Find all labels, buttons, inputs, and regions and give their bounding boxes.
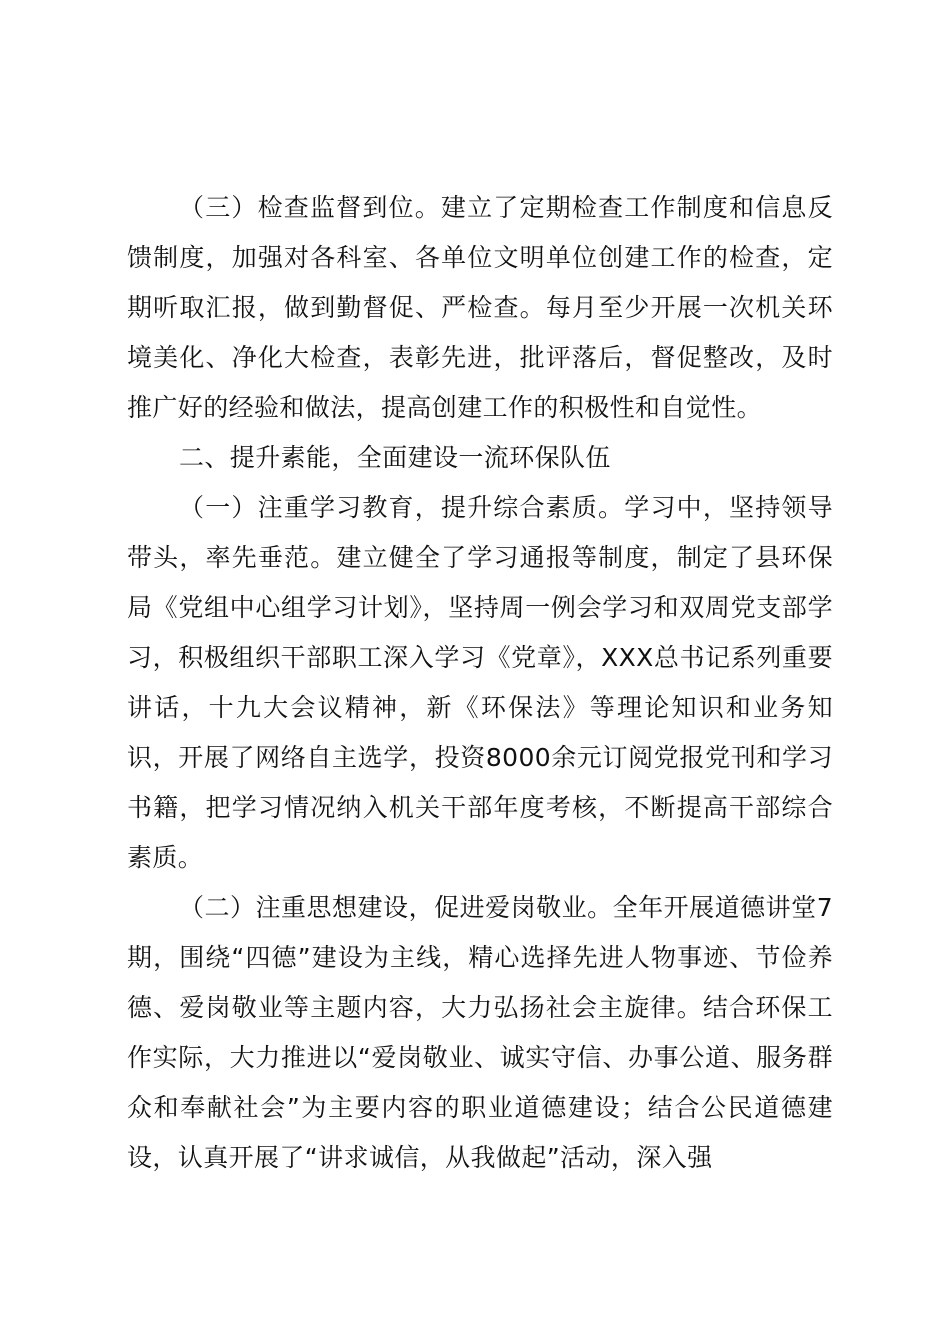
paragraph-inspection-supervision: （三）检查监督到位。建立了定期检查工作制度和信息反馈制度，加强对各科室、各单位文明单位创建工作的检查，定期听取汇报，做到勤督促、严检查。每月至少开展一次机关环境美化、净化大检查，表彰先进，批评落后，督促整改，及时推广好的经验和做法，提高创建工作的积极性和自觉性。: [127, 193, 833, 422]
section-heading-team-building: 二、提升素能，全面建设一流环保队伍: [179, 443, 611, 472]
document-body: [127, 183, 833, 1183]
paragraph-study-education: （一）注重学习教育，提升综合素质。学习中，坚持领导带头，率先垂范。建立健全了学习通报等制度，制定了县环保局《党组中心组学习计划》，坚持周一例会学习和双周党支部学习，积极组织干部职工深入学习《党章》，XXX总书记系列重要讲话，十九大会议精神，新《环保法》等理论知识和业务知识，开展了网络自主选学，投资8000余元订阅党报党刊和学习书籍，把学习情况纳入机关干部年度考核，不断提高干部综合素质。: [127, 493, 833, 872]
paragraph-ideological-building: （二）注重思想建设，促进爱岗敬业。全年开展道德讲堂7期，围绕“四德”建设为主线，精心选择先进人物事迹、节俭养德、爱岗敬业等主题内容，大力弘扬社会主旋律。结合环保工作实际，大力推进以“爱岗敬业、诚实守信、办事公道、服务群众和奉献社会”为主要内容的职业道德建设；结合公民道德建设，认真开展了“讲求诚信，从我做起”活动，深入强: [127, 893, 833, 1172]
